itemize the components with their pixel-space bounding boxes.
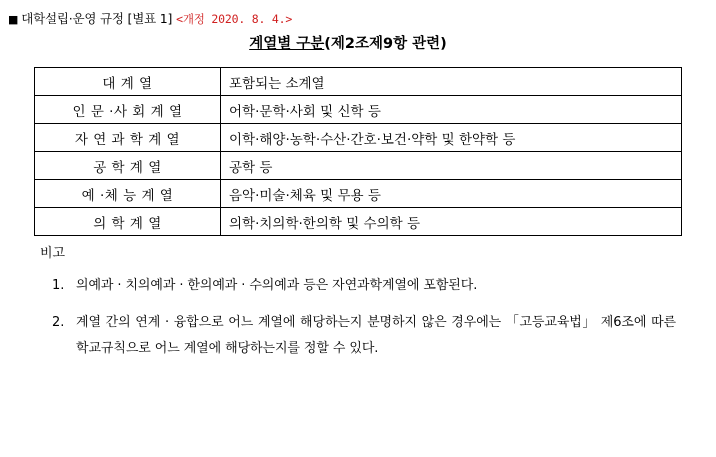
table-header-row: [35, 68, 682, 96]
list-item: [52, 273, 716, 298]
bullet-icon: ■: [8, 13, 19, 26]
cell-sub-series: 음악·미술·체육 및 무용 등: [221, 180, 682, 208]
note-text: 의예과 · 치의예과 · 한의예과 · 수의예과 등은 자연과학계열에 포함된다.: [76, 278, 478, 293]
column-header-major: 대 계 열: [35, 68, 221, 96]
cell-major-series: 자 연 과 학 계 열: [35, 124, 221, 152]
note-text: 계열 간의 연계 · 융합으로 어느 계열에 해당하는지 분명하지 않은 경우에는 「고등교육법」 제6조에 따른 학교규칙으로 어느 계열에 해당하는지를 정할 수 있다.: [76, 315, 676, 356]
column-header-sub: 포함되는 소계열: [221, 68, 682, 96]
page-title-main: 계열별 구분: [249, 36, 325, 52]
revision-note: <개정 2020. 8. 4.>: [176, 12, 293, 26]
cell-major-series: 예 ·체 능 계 열: [35, 180, 221, 208]
notes-list: [0, 273, 716, 361]
cell-sub-series: 의학·치의학·한의학 및 수의학 등: [221, 208, 682, 236]
cell-sub-series: 어학·문학·사회 및 신학 등: [221, 96, 682, 124]
table-row: [35, 96, 682, 124]
page-title: [0, 32, 716, 53]
header-text: 대학설립·운영 규정 [별표 1]: [21, 11, 173, 26]
series-classification-table: [34, 67, 682, 236]
table-header: [35, 68, 682, 96]
cell-major-series: 인 문 ·사 회 계 열: [35, 96, 221, 124]
table-row: [35, 180, 682, 208]
cell-major-series: 의 학 계 열: [35, 208, 221, 236]
table-body: [35, 96, 682, 236]
table-row: [35, 208, 682, 236]
cell-major-series: 공 학 계 열: [35, 152, 221, 180]
table-row: [35, 152, 682, 180]
note-number: 1.: [52, 278, 65, 293]
note-number: 2.: [52, 315, 65, 331]
notes-label: 비고: [40, 246, 66, 261]
cell-sub-series: 이학·해양·농학·수산·간호·보건·약학 및 한약학 등: [221, 124, 682, 152]
table-row: [35, 124, 682, 152]
document-header: [0, 0, 716, 27]
cell-sub-series: 공학 등: [221, 152, 682, 180]
list-item: [52, 310, 716, 361]
page-title-sub: (제2조제9항 관련): [324, 36, 447, 52]
